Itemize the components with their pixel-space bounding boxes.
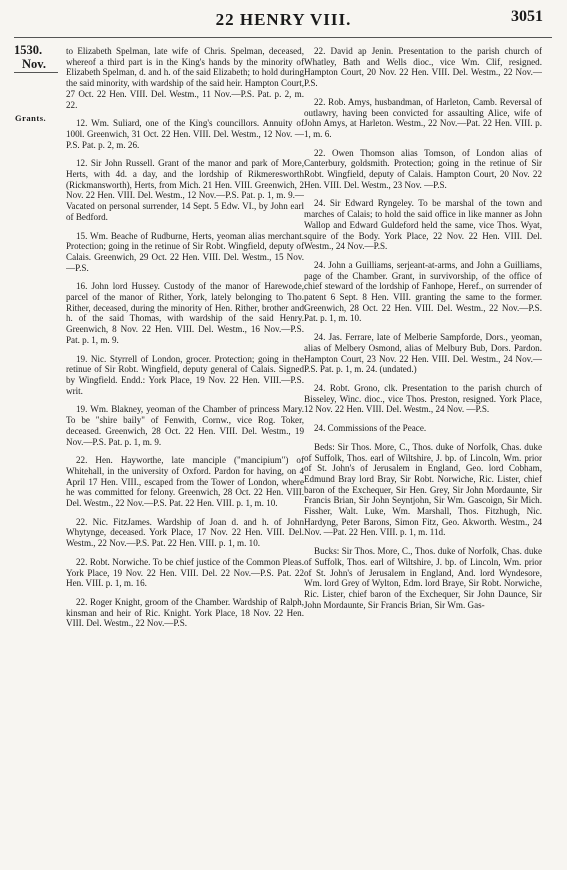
margin-year: 1530. bbox=[14, 43, 43, 57]
entry-right-5: 24. Jas. Ferrare, late of Melberie Sampforde, Dors., yeoman, alias of Melbery Osmond, alias of Melbury Bub, Dors. Pardon. Hampton Court, 23 Nov. 22 Hen. VIII. Del. Westm., 24 Nov.—P.S. Pat. p. 1, m. 24. (undated.) bbox=[304, 332, 542, 375]
entry-left-4: 16. John lord Hussey. Custody of the manor of Harewode, parcel of the manor of Rither, York, lately belonging to Tho. Rither, deceased, during the minority of Hen. Rither, brother and h. of the said Thomas, with wardship of the said Henry. Greenwich, 8 Nov. 22 Hen. VIII. Del. Westm., 16 Nov.—P.S. Pat. p. 1, m. 9. bbox=[66, 281, 304, 345]
left-column bbox=[66, 46, 304, 864]
entry-right-3: 24. Sir Edward Ryngeley. To be marshal of the town and marches of Calais; to hold the said office in like manner as John Wallop and Edward Guldeford held the same, vice Thos. Wyat, squire of the Body. York Place, 22 Nov. 22 Hen. VIII. Del. Westm., 24 Nov.—P.S. bbox=[304, 198, 542, 252]
entry-left-9: 22. Robt. Norwiche. To be chief justice of the Common Pleas. York Place, 19 Nov. 22 Hen. VIII. Del. 22 Nov.—P.S. Pat. 22 Hen. VIII. p. 1, m. 16. bbox=[66, 556, 304, 589]
entry-right-6: 24. Robt. Grono, clk. Presentation to the parish church of Bisseley, Winc. dioc., vice Thos. Preston, resigned. York Place, 12 Nov. 22 Hen. VIII. Del. Westm., 24 Nov. —P.S. bbox=[304, 382, 542, 415]
header-rule bbox=[14, 37, 552, 38]
margin-rule bbox=[14, 72, 58, 73]
entry-left-7: 22. Hen. Hayworthe, late manciple ("mancipium") of Whitehall, in the university of Oxford. Pardon for having, on 4 April 17 Hen. VIII., escaped from the Tower of London, where he was committed for felony. Greenwich, 28 Oct. 22 Hen. VIII. Del. Westm., 22 Nov.—P.S. Pat. 22 Hen. VIII. p. 1, m. 10. bbox=[66, 455, 304, 509]
entry-right-1: 22. Rob. Amys, husbandman, of Harleton, Camb. Reversal of outlawry, having been convicted for assaulting Alice, wife of John Amys, at Harleton. Westm., 22 Nov.—Pat. 22 Hen. VIII. p. 1, m. 6. bbox=[304, 96, 542, 139]
margin-month: Nov. bbox=[22, 57, 46, 71]
entry-left-5: 19. Nic. Styrrell of London, grocer. Protection; going in the retinue of Sir Robt. Wingfield, deputy general of Calais. Signed by Wingfield. Endd.: York Place, 19 Nov. 22 Hen. VIII.—P.S. writ. bbox=[66, 353, 304, 396]
entry-right-7: 24. Commissions of the Peace. bbox=[314, 423, 427, 434]
entry-left-1: 12. Wm. Suliard, one of the King's councillors. Annuity of 100l. Greenwich, 31 Oct. 22 Hen. VIII. Del. Westm., 12 Nov. —P.S. Pat. p. 2, m. 26. bbox=[66, 118, 304, 150]
page-number: 3051 bbox=[511, 8, 543, 25]
entry-left-8: 22. Nic. FitzJames. Wardship of Joan d. and h. of John Whytynge, deceased. York Place, 17 Nov. 22 Hen. VIII. Del. Westm., 22 Nov.—P.S. Pat. 22 Hen. VIII. p. 1, m. 10. bbox=[66, 516, 304, 549]
section-label: Grants. bbox=[15, 113, 47, 123]
page-title: 22 HENRY VIII. bbox=[215, 10, 352, 29]
entry-left-3: 15. Wm. Beache of Rudburne, Herts, yeoman alias merchant. Protection; going in the retinue of Sir Robt. Wingfield, deputy of Calais. Greenwich, 29 Oct. 22 Hen. VIII. Del. Westm., 15 Nov.—P.S. bbox=[66, 230, 304, 273]
entry-right-9: Bucks: Sir Thos. More, C., Thos. duke of Norfolk, Chas. duke of Suffolk, Thos. earl of Wiltshire, J. bp. of Lincoln, Wm. prior of St. John's of Jerusalem in England, And. lord Wyndesore, Wm. lord Grey of Wylton, Edm. lord Braye, Sir Robt. Norwiche, Ric. Lister, chief baron of the Exchequer, Sir John Daunce, Sir John Mordaunte, Sir Francis Brian, Sir Wm. Gas- bbox=[304, 546, 542, 610]
entry-right-0: 22. David ap Jenin. Presentation to the parish church of Whatley, Bath and Wells dioc., vice Wm. Clif, resigned. Hampton Court, 20 Nov. 22 Hen. VIII. Del. Westm., 22 Nov.—P.S. bbox=[304, 46, 542, 89]
entry-right-8: Beds: Sir Thos. More, C., Thos. duke of Norfolk, Chas. duke of Suffolk, Thos. earl of Wiltshire, J. bp. of Lincoln, Wm. prior of St. John's of Jerusalem in England, Geo. lord Cobham, Edmund Bray lord Bray, Sir Robt. Norwiche, Ric. Lister, chief baron of the Exchequer, Sir Hen. Grey, Sir John Mordaunte, Sir Francis Brian, Sir John Seyntjohn, Sir Wm. Gascoign, Sir Mich. Fissher, Walt. Luke, Wm. Marshall, Thos. Fitzhugh, Nic. Hardyng, Peter Barons, Simon Fitz, Geo. Akworth. Westm., 24 Nov. —Pat. 22 Hen. VIII. p. 1, m. 11d. bbox=[304, 441, 542, 538]
entry-left-0: to Elizabeth Spelman, late wife of Chris. Spelman, deceased, whereof a third part is in the King's hands by the minority of Elizabeth Spelman, d. and h. of the said Elizabeth; to hold during the said minority, with wardship of the said heir. Hampton Court, 27 Oct. 22 Hen. VIII. Del. Westm., 11 Nov.—P.S. Pat. p. 2, m. 22. bbox=[66, 46, 304, 110]
entry-left-10: 22. Roger Knight, groom of the Chamber. Wardship of Ralph, kinsman and heir of Ric. Knight. York Place, 18 Nov. 22 Hen. VIII. Del. Westm., 22 Nov.—P.S. bbox=[66, 596, 304, 629]
entry-left-6: 19. Wm. Blakney, yeoman of the Chamber of princess Mary. To be "shire baily" of Fenwith, Cornw., vice Rog. Toker, deceased. Greenwich, 28 Oct. 22 Hen. VIII. Del. Westm., 19 Nov.—P.S. Pat. p. 1, m. 9. bbox=[66, 404, 304, 447]
entry-right-4: 24. John a Guilliams, serjeant-at-arms, and John a Guilliams, page of the Chamber. Grant, in survivorship, of the office of chief steward of the lordship of Fanhope, Heref., on surrender of patent 6 Sept. 8 Hen. VIII. granting the same to the former. Greenwich, 28 Oct. 22 Hen. VIII. Del. Westm., 22 Nov.—P.S. Pat. p. 1, m. 10. bbox=[304, 259, 542, 324]
entry-left-2: 12. Sir John Russell. Grant of the manor and park of More, Herts, with 4d. a day, and the lordship of Rikmeresworth (Rickmansworth), Herts, from Mich. 21 Hen. VIII. Greenwich, 2 Nov. 22 Hen. VIII. Del. Westm., 12 Nov.—P.S. Pat. p. 1, m. 9.—Vacated on personal surrender, 14 Sept. 5 Edw. VI., by John earl of Bedford. bbox=[66, 158, 304, 222]
entry-right-2: 22. Owen Thomson alias Tomson, of London alias of Canterbury, goldsmith. Protection; going in the retinue of Sir Robt. Wingfield, deputy of Calais. Hampton Court, 20 Nov. 22 Hen. VIII. Del. Westm., 23 Nov. —P.S. bbox=[304, 147, 542, 190]
right-column bbox=[304, 46, 542, 864]
